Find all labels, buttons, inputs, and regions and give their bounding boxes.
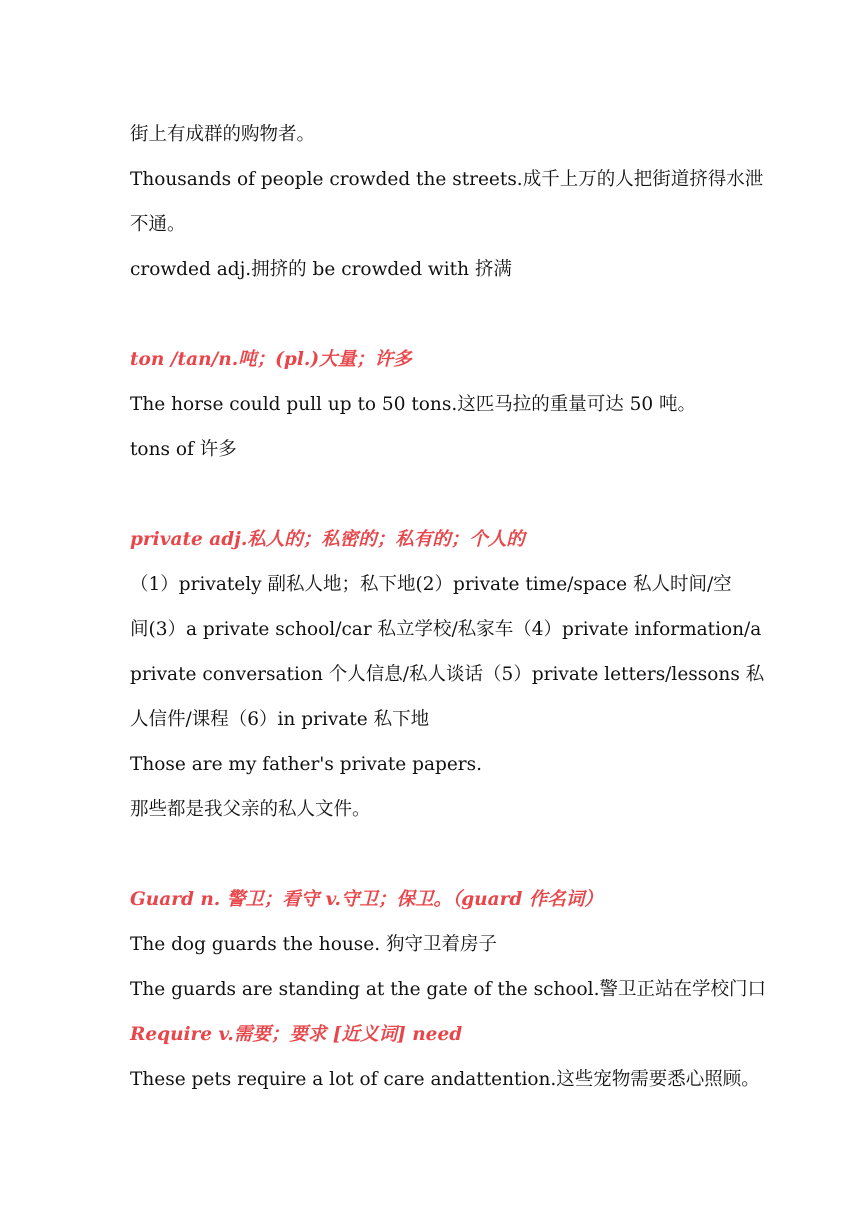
document-page	[130, 112, 766, 1102]
vocab-heading-require: Require v.需要；要求 [近义词] need	[130, 1024, 463, 1045]
vocab-heading-ton: ton /tan/n.吨；(pl.)大量；许多	[130, 349, 412, 370]
text-line: 不通。	[130, 214, 186, 235]
text-line: 间(3）a private school/car 私立学校/私家车（4）private information/a	[130, 619, 762, 640]
text-line: tons of 许多	[130, 439, 237, 460]
blank-line	[130, 472, 740, 517]
blank-line	[130, 292, 740, 337]
text-line: crowded adj.拥挤的 be crowded with 挤满	[130, 259, 512, 280]
text-line: The horse could pull up to 50 tons.这匹马拉的重量可达 50 吨。	[130, 394, 697, 415]
text-line: Thousands of people crowded the streets.成千上万的人把街道挤得水泄	[130, 169, 764, 190]
vocab-heading-guard: Guard n. 警卫；看守 v.守卫；保卫。（guard 作名词）	[130, 889, 603, 910]
text-line: The dog guards the house. 狗守卫着房子	[130, 934, 497, 955]
blank-line	[130, 832, 740, 877]
text-line: The guards are standing at the gate of the school.警卫正站在学校门口	[130, 979, 766, 1000]
text-line: These pets require a lot of care andattention.这些宠物需要悉心照顾。	[130, 1069, 760, 1090]
text-line: 人信件/课程（6）in private 私下地	[130, 709, 430, 730]
text-line: private conversation 个人信息/私人谈话（5）private letters/lessons 私	[130, 664, 765, 685]
text-line: 那些都是我父亲的私人文件。	[130, 799, 371, 820]
text-line: Those are my father's private papers.	[130, 754, 482, 775]
text-line: （1）privately 副私人地；私下地(2）private time/space 私人时间/空	[130, 574, 732, 595]
vocab-heading-private: private adj.私人的；私密的；私有的；个人的	[130, 529, 525, 550]
text-line: 街上有成群的购物者。	[130, 124, 316, 145]
